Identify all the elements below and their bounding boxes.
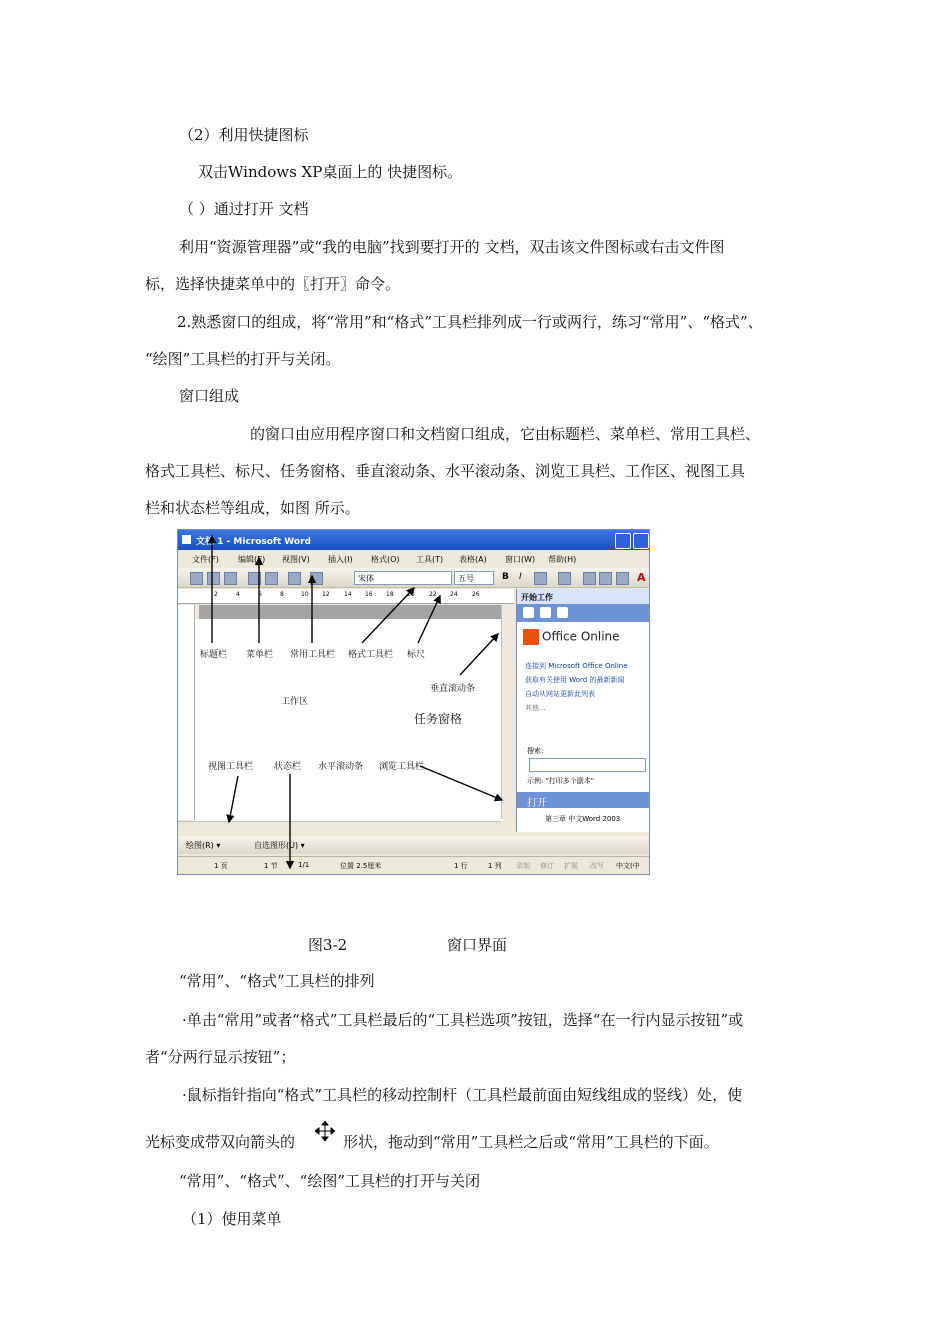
label-browse-toolbar: 浏览工具栏: [379, 762, 425, 772]
menu-table: 表格(A): [459, 555, 487, 564]
para-open-doc-heading: （ ）通过打开 文档: [179, 200, 309, 218]
para-window-desc-2: 格式工具栏、标尺、任务窗格、垂直滚动条、水平滚动条、浏览工具栏、工作区、视图工具: [145, 462, 746, 480]
move-cursor-icon: [315, 1121, 335, 1141]
para-arrange-2: 者“分两行显示按钮”；: [145, 1048, 296, 1066]
menu-insert: 插入(I): [328, 555, 353, 564]
para-arrange-3: ·鼠标指针指向“格式”工具栏的移动控制杆（工具栏最前面由短线组成的竖线）处，使: [182, 1086, 743, 1104]
arrow-vertical-scrollbar: [460, 634, 498, 675]
figure-title: 窗口界面: [447, 936, 508, 954]
arrow-format-toolbar: [362, 588, 414, 643]
drawing-toolbar: 绘图(R) ▾ 自选图形(U) ▾: [178, 836, 649, 854]
para-arrange-4a: 光标变成带双向箭头的: [145, 1133, 296, 1151]
arrow-browse-toolbar: [420, 766, 502, 800]
font-name-box: 宋体: [354, 571, 452, 585]
label-vertical-scrollbar: 垂直滚动条: [430, 684, 476, 694]
font-size-box: 五号: [454, 571, 494, 585]
menu-help: 帮助(H): [548, 555, 577, 564]
arrow-ruler: [418, 596, 440, 643]
para-window-heading: 窗口组成: [179, 387, 240, 405]
para-arrange-1: ·单击“常用”或者“格式”工具栏最后的“工具栏选项”按钮，选择“在一行内显示按钮”或: [182, 1011, 744, 1029]
tp-link-news: 获取有关使用 Word 的最新新闻: [525, 676, 625, 684]
office-online-logo: Office Online: [523, 629, 620, 645]
label-view-toolbar: 视图工具栏: [208, 762, 254, 772]
tp-more: 其他...: [525, 704, 546, 712]
label-format-toolbar: 格式工具栏: [348, 650, 394, 660]
para-open-doc-1: 利用“资源管理器”或“我的电脑”找到要打开的 文档，双击该文件图标或右击文件图: [179, 238, 725, 256]
callout-arrows: [178, 530, 649, 874]
para-quick-icon: 双击Windows XP桌面上的 快捷图标。: [198, 163, 463, 181]
para-window-desc-1: 的窗口由应用程序窗口和文档窗口组成，它由标题栏、菜单栏、常用工具栏、: [250, 425, 761, 443]
arrow-view-toolbar: [229, 776, 238, 822]
label-ruler: 标尺: [407, 650, 426, 660]
horizontal-ruler: 2 4 6 8 10 12 14 16 18 20 22 24 26: [178, 589, 514, 604]
para-window-task-2: “绘图”工具栏的打开与关闭。: [145, 350, 341, 368]
figure-number: 图3-2: [308, 936, 348, 954]
para-toolbar-arrange-heading: “常用”、“格式”工具栏的排列: [179, 972, 375, 990]
para-open-doc-2: 标，选择快捷菜单中的〖打开〗命令。: [145, 275, 401, 293]
menu-view: 视图(V): [282, 555, 310, 564]
label-horizontal-scrollbar: 水平滚动条: [318, 762, 364, 772]
tp-search-label: 搜索:: [527, 747, 544, 755]
label-work-area: 工作区: [281, 697, 309, 707]
para-window-task-1: 2.熟悉窗口的组成，将“常用”和“格式”工具栏排列成一行或两行，练习“常用”、“格式”、: [177, 313, 763, 331]
bold-icon: B: [502, 572, 509, 582]
menu-file: 文件(F): [192, 555, 219, 564]
tp-link-connect: 连接到 Microsoft Office Online: [525, 662, 628, 670]
menu-tools: 工具(T): [416, 555, 444, 564]
tp-recent-file: 第三章 中文Word 2003: [545, 815, 621, 823]
label-task-pane: 任务窗格: [414, 712, 463, 726]
status-bar: 1 页 1 节 1/1 位置 2.5厘米 1 行 1 列 录制 修订 扩展 改写 中文(中: [178, 856, 649, 874]
tp-link-update: 自动从网站更新此列表: [525, 690, 595, 698]
label-title-bar: 标题栏: [200, 650, 228, 660]
menu-edit: 编辑(E): [238, 555, 266, 564]
menu-format: 格式(O): [371, 555, 400, 564]
menu-window: 窗口(W): [505, 555, 536, 564]
tp-open-section: 打开: [517, 792, 650, 808]
para-use-menu: （1）使用菜单: [182, 1210, 282, 1228]
para-arrange-4b: 形状，拖动到“常用”工具栏之后或“常用”工具栏的下面。: [343, 1133, 719, 1151]
tp-example: 示例: "打印多个副本": [527, 777, 595, 785]
task-pane-header: 开始工作: [517, 589, 650, 604]
font-color-icon: A: [637, 571, 646, 584]
label-menu-bar: 菜单栏: [246, 650, 274, 660]
label-status-bar: 状态栏: [274, 762, 302, 772]
para-quick-icon-heading: （2）利用快捷图标: [179, 126, 309, 144]
word-window-figure: [177, 529, 650, 875]
para-toolbar-toggle-heading: “常用”、“格式”、“绘图”工具栏的打开与关闭: [179, 1172, 481, 1190]
para-window-desc-3: 栏和状态栏等组成，如图 所示。: [145, 499, 360, 517]
label-standard-toolbar: 常用工具栏: [290, 650, 336, 660]
window-title: 文档 1 - Microsoft Word: [196, 537, 311, 547]
italic-icon: I: [519, 572, 522, 582]
